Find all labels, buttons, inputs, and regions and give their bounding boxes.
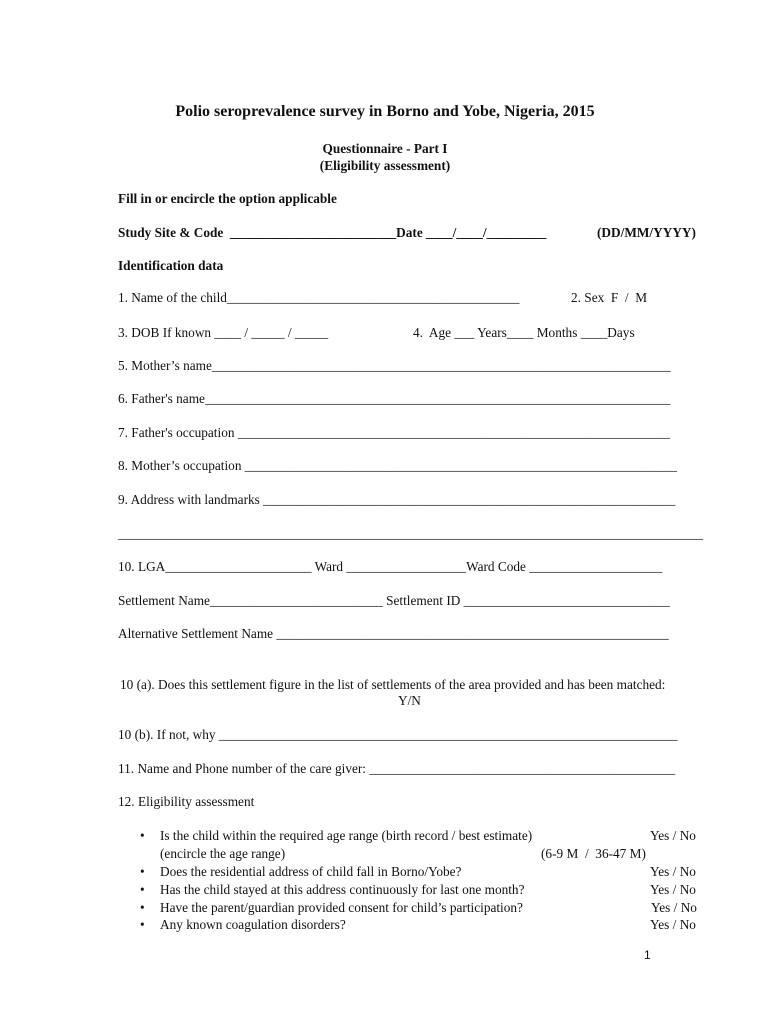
document-title: Polio seroprevalence survey in Borno and Yobe, Nigeria, 2015 [175,103,595,120]
age-range-note: (encircle the age range) [160,846,286,861]
bullet-icon: • [140,917,145,932]
bullet-icon: • [140,828,145,843]
instruction-text: Fill in or encircle the option applicable [118,191,337,206]
subtitle-eligibility: (Eligibility assessment) [319,158,451,173]
eligibility-item-consent: Have the parent/guardian provided consent for child’s participation? [160,900,523,915]
father-occupation-field[interactable]: 7. Father's occupation _________________________________________________________________ [118,425,670,440]
bullet-icon: • [140,864,145,879]
study-site-field[interactable]: Study Site & Code _________________________Date ____/____/_________ [118,225,547,240]
age-field[interactable]: 4. Age ___ Years____ Months ____Days [413,325,635,340]
sex-field[interactable]: 2. Sex F / M [571,290,648,305]
mother-name-field[interactable]: 5. Mother’s name_____________________________________________________________________ [118,358,671,373]
eligibility-answer-coagulation[interactable]: Yes / No [650,917,696,932]
eligibility-item-address: Does the residential address of child fall in Borno/Yobe? [160,864,462,879]
mother-occupation-field[interactable]: 8. Mother’s occupation _________________________________________________________________ [118,458,677,473]
eligibility-item-age: Is the child within the required age range (birth record / best estimate) [160,828,533,843]
page-number: 1 [644,948,651,962]
address-line2-field[interactable]: ________________________________________________________________________________________ [118,526,704,541]
question-10b-field[interactable]: 10 (b). If not, why _____________________________________________________________________ [118,727,678,742]
eligibility-answer-stay[interactable]: Yes / No [650,882,696,897]
settlement-field[interactable]: Settlement Name__________________________ Settlement ID _______________________________ [118,593,670,608]
section-heading: Identification data [118,258,224,273]
eligibility-answer-address[interactable]: Yes / No [650,864,696,879]
subtitle-part: Questionnaire - Part I [322,141,448,156]
question-10a: 10 (a). Does this settlement figure in the list of settlements of the area provided and has been matched: [120,677,666,692]
caregiver-field[interactable]: 11. Name and Phone number of the care giver: ______________________________________________ [118,761,676,776]
alt-settlement-field[interactable]: Alternative Settlement Name ___________________________________________________________ [118,626,669,641]
eligibility-heading: 12. Eligibility assessment [118,794,255,809]
dob-field[interactable]: 3. DOB If known ____ / _____ / _____ [118,325,329,340]
eligibility-item-stay: Has the child stayed at this address continuously for last one month? [160,882,525,897]
eligibility-answer-consent[interactable]: Yes / No [651,900,697,915]
eligibility-answer-age[interactable]: Yes / No [650,828,696,843]
bullet-icon: • [140,900,145,915]
father-name-field[interactable]: 6. Father's name______________________________________________________________________ [118,391,671,406]
date-format-label: (DD/MM/YYYY) [597,225,696,240]
age-range-options[interactable]: (6-9 M / 36-47 M) [541,846,646,861]
question-10a-yn[interactable]: Y/N [398,693,421,708]
address-field[interactable]: 9. Address with landmarks ______________________________________________________________ [118,492,676,507]
child-name-field[interactable]: 1. Name of the child____________________________________________ [118,290,520,305]
eligibility-item-coagulation: Any known coagulation disorders? [160,917,346,932]
bullet-icon: • [140,882,145,897]
lga-ward-field[interactable]: 10. LGA______________________ Ward __________________Ward Code ____________________ [118,559,663,574]
